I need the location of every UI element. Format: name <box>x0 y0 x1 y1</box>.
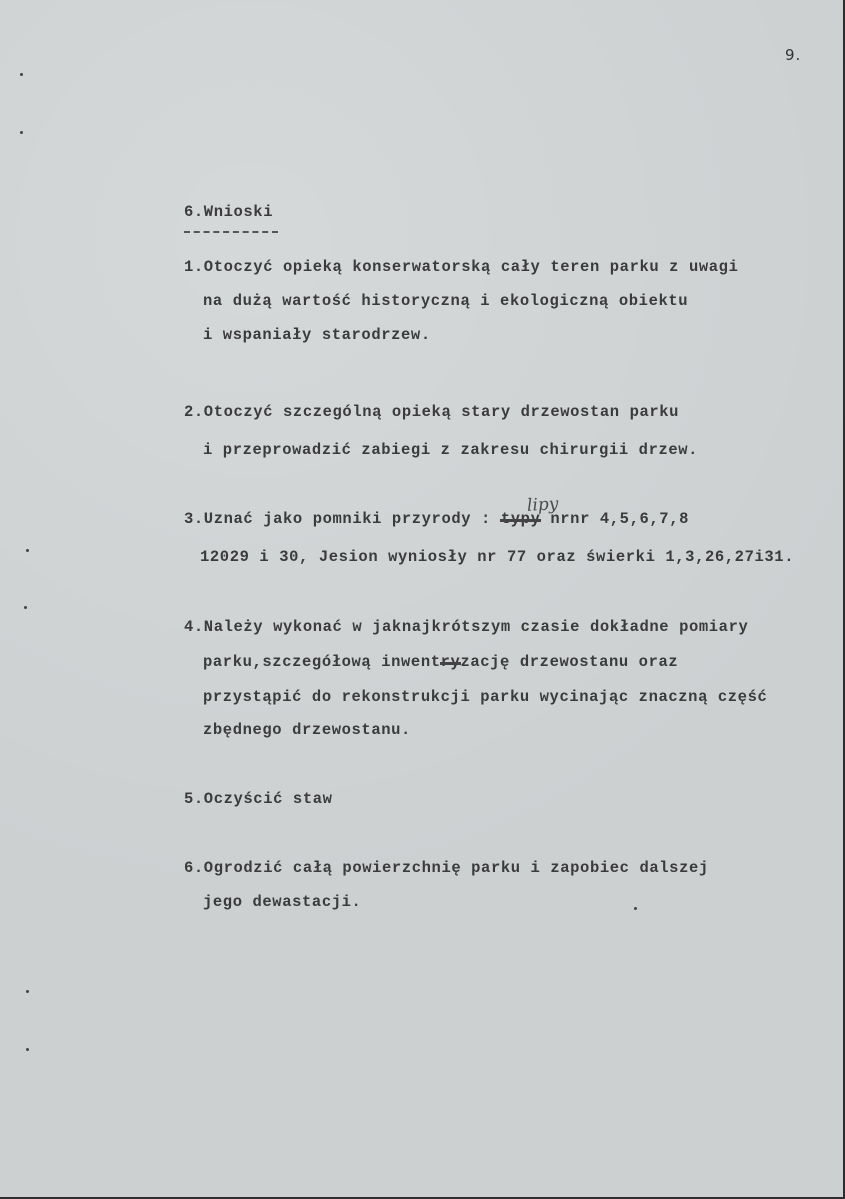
item-1-line-1: 1.Otoczyć opieką konserwatorską cały teren parku z uwagi <box>184 258 739 276</box>
item-3-line-1-rest: nrnr 4,5,6,7,8 <box>540 510 689 528</box>
paper-speck <box>634 907 637 910</box>
paper-speck <box>26 549 29 552</box>
item-3-line-2: 12029 i 30, Jesion wyniosły nr 77 oraz świerki 1,3,26,27i31. <box>200 548 795 566</box>
paper-speck <box>26 1048 29 1051</box>
struck-word: typy <box>500 510 541 528</box>
paper-speck <box>26 990 29 993</box>
paper-speck <box>24 606 27 609</box>
handwritten-correction: lipy <box>526 494 559 516</box>
item-6-line-2: jego dewastacji. <box>203 893 362 911</box>
item-4-line-1: 4.Należy wykonać w jaknajkrótszym czasie dokładne pomiary <box>184 618 749 636</box>
struck-letters: ry <box>440 653 461 671</box>
section-heading: 6.Wnioski <box>184 203 274 221</box>
item-3-line-1-text: 3.Uznać jako pomniki przyrody : <box>184 510 501 528</box>
item-4-line-2 <box>203 655 678 671</box>
page-number: 9. <box>785 46 802 64</box>
item-4-line-2-rest: zację drzewostanu oraz <box>460 653 679 671</box>
item-3-line-1 <box>184 512 689 528</box>
item-5-line-1: 5.Oczyścić staw <box>184 790 333 808</box>
item-1-line-3: i wspaniały starodrzew. <box>203 326 431 344</box>
paper-speck <box>20 131 23 134</box>
item-4-line-2-text: parku,szczegółową inwent <box>203 653 441 671</box>
item-4-line-4: zbędnego drzewostanu. <box>203 721 411 739</box>
heading-underline <box>184 231 278 233</box>
item-2-line-1: 2.Otoczyć szczególną opieką stary drzewostan parku <box>184 403 680 421</box>
item-4-line-3: przystąpić do rekonstrukcji parku wycinając znaczną część <box>203 688 768 706</box>
paper-speck <box>20 73 23 76</box>
item-2-line-2: i przeprowadzić zabiegi z zakresu chirurgii drzew. <box>203 441 699 459</box>
item-6-line-1: 6.Ogrodzić całą powierzchnię parku i zapobiec dalszej <box>184 859 709 877</box>
item-1-line-2: na dużą wartość historyczną i ekologiczną obiektu <box>203 292 689 310</box>
